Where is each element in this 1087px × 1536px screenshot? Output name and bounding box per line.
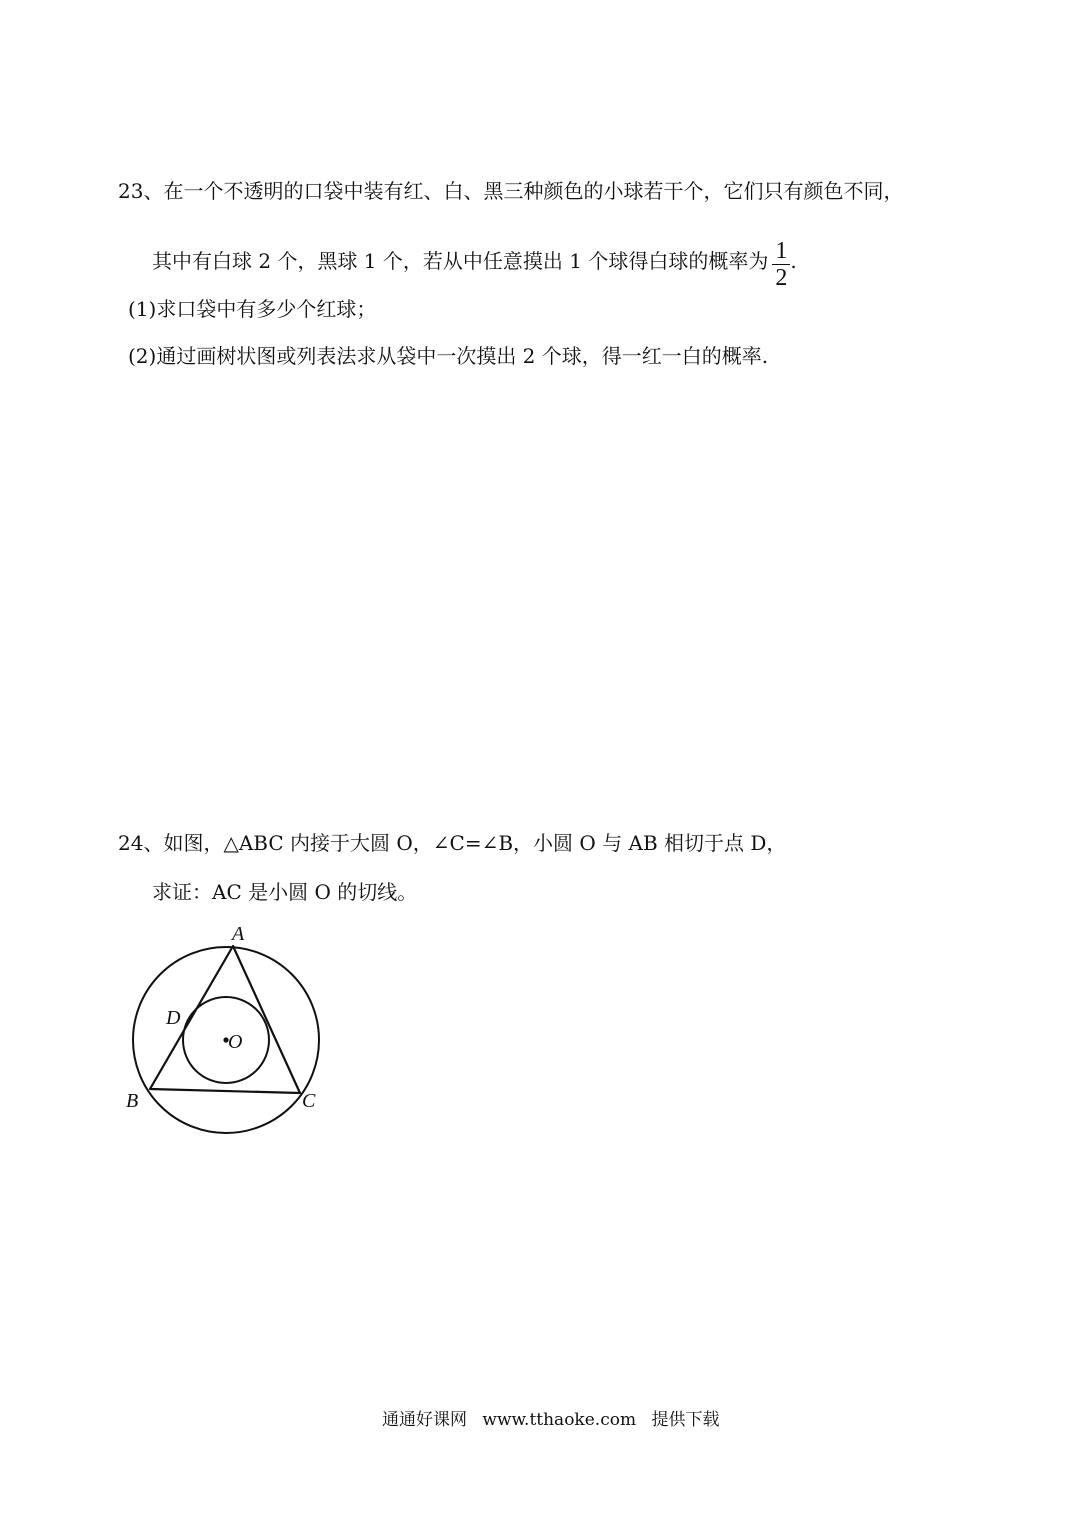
geometry-figure — [120, 918, 340, 1143]
footer-site-name: 通通好课网 — [382, 1410, 467, 1430]
question-23-condition — [152, 236, 797, 289]
sentence-period: . — [790, 249, 797, 273]
question-24-prove: 求证：AC 是小圆 O 的切线。 — [152, 880, 418, 904]
fraction-numerator: 1 — [772, 238, 790, 265]
label-c: C — [302, 1090, 316, 1112]
question-23-condition-text: 其中有白球 2 个，黑球 1 个，若从中任意摸出 1 个球得白球的概率为 — [152, 249, 769, 273]
question-23-part-1: (1)求口袋中有多少个红球； — [128, 297, 377, 321]
question-24-stem: 24、如图，△ABC 内接于大圆 O，∠C=∠B，小圆 O 与 AB 相切于点 D， — [118, 831, 787, 855]
question-23-part-2: (2)通过画树状图或列表法求从袋中一次摸出 2 个球，得一红一白的概率. — [128, 344, 769, 368]
label-a: A — [232, 923, 245, 945]
footer-suffix: 提供下载 — [651, 1410, 720, 1430]
footer — [382, 1408, 729, 1432]
fraction-denominator: 2 — [775, 265, 788, 291]
label-d: D — [166, 1007, 181, 1029]
question-23-stem: 23、在一个不透明的口袋中装有红、白、黑三种颜色的小球若干个，它们只有颜色不同， — [118, 179, 904, 203]
probability-fraction — [772, 238, 790, 291]
label-o: O — [228, 1031, 243, 1053]
footer-url: www.tthaoke.com — [482, 1410, 637, 1430]
label-b: B — [126, 1090, 139, 1112]
